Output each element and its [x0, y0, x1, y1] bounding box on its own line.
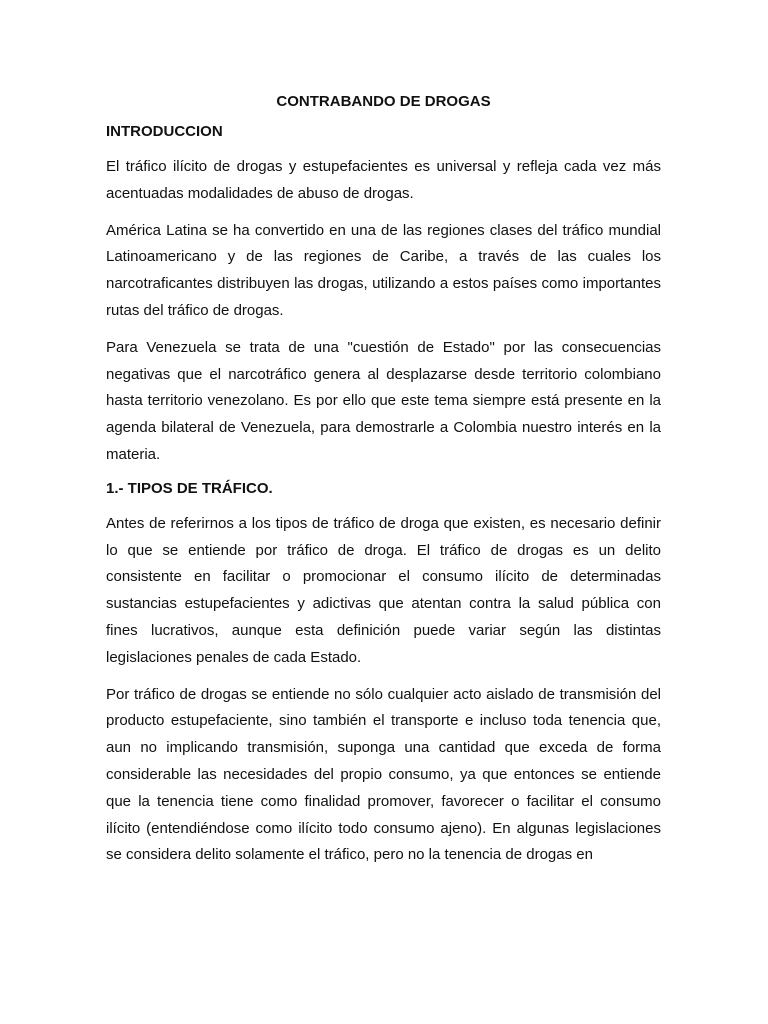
document-page	[106, 92, 661, 879]
paragraph: Antes de referirnos a los tipos de tráfico de droga que existen, es necesario definir lo que se entiende por tráfico de droga. El tráfico de drogas es un delito consistente en facilitar o promocionar el consumo ilícito de determinadas sustancias estupefacientes y adictivas que atentan contra la salud pública con fines lucrativos, aunque esta definición puede variar según las distintas legislaciones penales de cada Estado.	[106, 514, 661, 666]
section-heading-introduccion: INTRODUCCION	[106, 123, 223, 140]
paragraph: Por tráfico de drogas se entiende no sólo cualquier acto aislado de transmisión del producto estupefaciente, sino también el transporte e incluso toda tenencia que, aun no implicando transmisión, suponga una cantidad que exceda de forma considerable las necesidades del propio consumo, ya que entonces se entiende que la tenencia tiene como finalidad promover, favorecer o facilitar el consumo ilícito (entendiéndose como ilícito todo consumo ajeno). En algunas legislaciones se considera delito solamente el tráfico, pero no la tenencia de drogas en	[106, 685, 661, 864]
paragraph: Para Venezuela se trata de una "cuestión de Estado" por las consecuencias negativas que el narcotráfico genera al desplazarse desde territorio colombiano hasta territorio venezolano. Es por ello que este tema siempre está presente en la agenda bilateral de Venezuela, para demostrarle a Colombia nuestro interés en la materia.	[106, 338, 661, 463]
document-title: CONTRABANDO DE DROGAS	[276, 93, 491, 110]
section-heading-tipos-de-trafico: 1.- TIPOS DE TRÁFICO.	[106, 479, 273, 497]
paragraph: El tráfico ilícito de drogas y estupefacientes es universal y refleja cada vez más acentuadas modalidades de abuso de drogas.	[106, 158, 661, 202]
paragraph: América Latina se ha convertido en una de las regiones clases del tráfico mundial Latinoamericano y de las regiones de Caribe, a través de las cuales los narcotraficantes distribuyen las drogas, utilizando a estos países como importantes rutas del tráfico de drogas.	[106, 221, 661, 319]
